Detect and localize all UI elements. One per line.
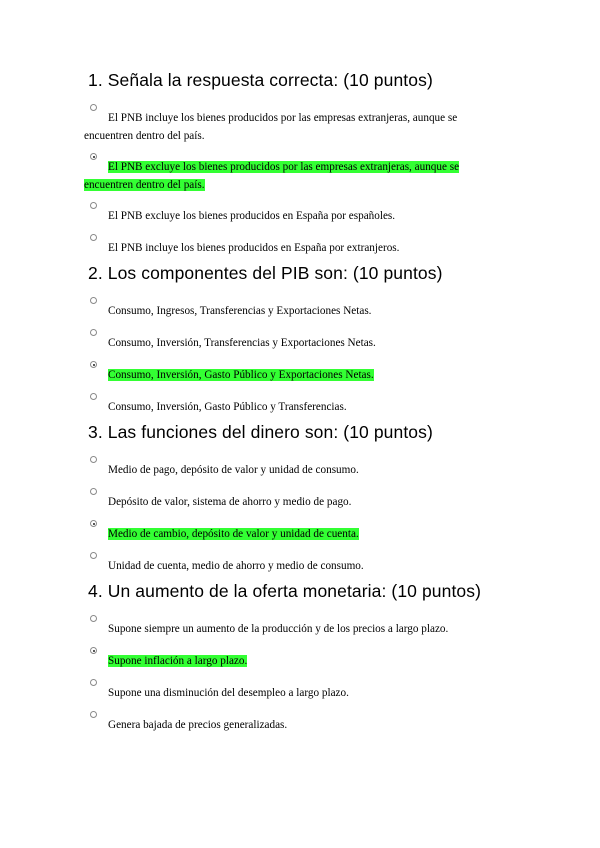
- option-label: Depósito de valor, sistema de ahorro y medio de pago.: [108, 496, 352, 508]
- option-1d[interactable]: [84, 231, 524, 257]
- radio-button[interactable]: [90, 456, 97, 463]
- option-label-correct: El PNB excluye los bienes producidos por las empresas extranjeras, aunque se encuentren dentro del país.: [84, 161, 460, 191]
- option-label: Supone una disminución del desempleo a largo plazo.: [108, 687, 349, 699]
- radio-button[interactable]: [90, 393, 97, 400]
- radio-button[interactable]: [90, 711, 97, 718]
- quiz-form: [84, 70, 524, 740]
- radio-button-selected[interactable]: [90, 361, 97, 368]
- option-label: Medio de pago, depósito de valor y unidad de consumo.: [108, 464, 359, 476]
- question-title: 4. Un aumento de la oferta monetaria: (10 puntos): [88, 581, 482, 601]
- option-3a[interactable]: [84, 453, 524, 479]
- option-2b[interactable]: [84, 326, 524, 352]
- question-4: [84, 581, 524, 734]
- radio-button[interactable]: [90, 679, 97, 686]
- question-title: 2. Los componentes del PIB son: (10 puntos): [88, 263, 443, 283]
- radio-button[interactable]: [90, 552, 97, 559]
- question-title: 1. Señala la respuesta correcta: (10 puntos): [88, 70, 433, 90]
- option-1a[interactable]: [84, 101, 524, 144]
- option-4b[interactable]: [84, 644, 524, 670]
- option-3d[interactable]: [84, 549, 524, 575]
- radio-button-selected[interactable]: [90, 520, 97, 527]
- option-label: Consumo, Ingresos, Transferencias y Exportaciones Netas.: [108, 305, 372, 317]
- option-4a[interactable]: [84, 612, 524, 638]
- option-label: Genera bajada de precios generalizadas.: [108, 719, 288, 731]
- option-1c[interactable]: [84, 199, 524, 225]
- option-2a[interactable]: [84, 294, 524, 320]
- option-label: Consumo, Inversión, Gasto Público y Transferencias.: [108, 401, 347, 413]
- question-title: 3. Las funciones del dinero son: (10 puntos): [88, 422, 433, 442]
- option-label: Unidad de cuenta, medio de ahorro y medio de consumo.: [108, 560, 364, 572]
- radio-button[interactable]: [90, 234, 97, 241]
- option-label: Consumo, Inversión, Transferencias y Exportaciones Netas.: [108, 337, 376, 349]
- radio-button[interactable]: [90, 202, 97, 209]
- option-1b[interactable]: [84, 150, 524, 193]
- option-2d[interactable]: [84, 390, 524, 416]
- option-label: El PNB excluye los bienes producidos en España por españoles.: [108, 210, 396, 222]
- question-2: [84, 263, 524, 416]
- option-2c[interactable]: [84, 358, 524, 384]
- option-4d[interactable]: [84, 708, 524, 734]
- radio-button[interactable]: [90, 104, 97, 111]
- radio-button-selected[interactable]: [90, 153, 97, 160]
- radio-button[interactable]: [90, 615, 97, 622]
- question-3: [84, 422, 524, 575]
- option-label-correct: Medio de cambio, depósito de valor y unidad de cuenta.: [108, 528, 359, 540]
- option-label: El PNB incluye los bienes producidos por las empresas extranjeras, aunque se encuentren dentro del país.: [84, 112, 458, 142]
- option-label: Supone siempre un aumento de la producción y de los precios a largo plazo.: [108, 623, 449, 635]
- question-1: [84, 70, 524, 257]
- option-3b[interactable]: [84, 485, 524, 511]
- option-4c[interactable]: [84, 676, 524, 702]
- radio-button-selected[interactable]: [90, 647, 97, 654]
- radio-button[interactable]: [90, 329, 97, 336]
- radio-button[interactable]: [90, 488, 97, 495]
- option-3c[interactable]: [84, 517, 524, 543]
- option-label-correct: Consumo, Inversión, Gasto Público y Exportaciones Netas.: [108, 369, 374, 381]
- radio-button[interactable]: [90, 297, 97, 304]
- option-label-correct: Supone inflación a largo plazo.: [108, 655, 248, 667]
- option-label: El PNB incluye los bienes producidos en España por extranjeros.: [108, 242, 400, 254]
